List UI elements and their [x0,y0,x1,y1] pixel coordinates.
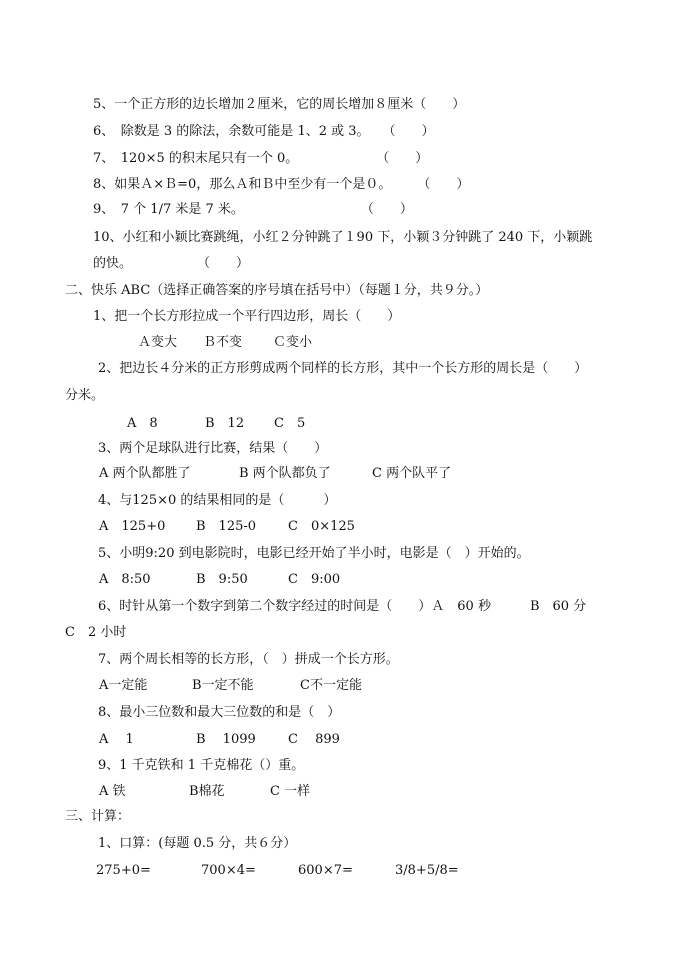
choice-q5: 5、小明9:20 到电影院时，电影已经开始了半小时，电影是（ ）开始的。 [98,546,530,561]
option-c: Ｃ变小 [273,335,313,350]
option-b: B 12 [205,416,245,431]
choice-q2-line2: 分米。 [65,388,105,403]
judge-item-8: 8、如果Ａ×Ｂ=0，那么Ａ和Ｂ中至少有一个是０。 （ ） [93,177,470,192]
option-c: C 0×125 [288,519,355,534]
option-b: B 125-0 [196,519,257,534]
option-b: B 9:50 [196,572,248,587]
judge-item-7: 7、 120×5 的积末尾只有一个 0。 （ ） [93,151,429,166]
option-a: Ａ变大 [138,335,178,350]
option-b: B一定不能 [192,678,254,693]
judge-item-10-line2: 的快。 （ ） [93,256,250,271]
choice-q9: 9、1 千克铁和 1 千克棉花（）重。 [98,758,305,773]
calc-item: 600×7= [298,863,353,878]
option-a: A 两个队都胜了 [99,466,191,481]
option-a: A 8 [127,416,158,431]
choice-q1: 1、把一个长方形拉成一个平行四边形，周长（ ） [93,309,401,324]
choice-q4: 4、与125×0 的结果相同的是（ ） [98,493,337,508]
judge-item-5: 5、一个正方形的边长增加２厘米，它的周长增加８厘米（ ） [93,97,466,112]
option-c: C 899 [288,732,340,747]
judge-item-9: 9、 7 个 1/7 米是 7 米。 （ ） [93,202,413,217]
section-3-heading: 三、计算： [65,809,131,824]
choice-q2-line1: 2、把边长４分米的正方形剪成两个同样的长方形，其中一个长方形的周长是（ ） [98,361,588,376]
option-a: A一定能 [99,678,148,693]
choice-q7: 7、两个周长相等的长方形，（ ）拼成一个长方形。 [98,652,399,667]
calc-item: 700×4= [201,863,256,878]
choice-q6-line1: 6、时针从第一个数字到第二个数字经过的时间是（ ）Ａ 60 秒 B 60 分 [98,599,587,614]
option-b: B棉花 [189,784,225,799]
calc-item: 275+0= [96,863,151,878]
choice-q3: 3、两个足球队进行比赛，结果（ ） [98,441,328,456]
option-c: C 两个队平了 [372,466,452,481]
option-c: C不一定能 [300,678,362,693]
option-a: A 125+0 [99,519,166,534]
option-c: C 一样 [270,784,311,799]
calc-q1: 1、口算：(每题 0.5 分，共６分） [98,836,297,851]
option-a: A 铁 [99,784,126,799]
option-b: B 1099 [196,732,256,747]
option-a: A 8:50 [99,572,151,587]
option-b: B 两个队都负了 [239,466,331,481]
choice-q8: 8、最小三位数和最大三位数的和是（ ） [98,705,341,720]
option-b: Ｂ不变 [203,335,243,350]
judge-item-6: 6、 除数是 3 的除法，余数可能是 1、2 或 3。 （ ） [93,124,435,139]
choice-q6-line2: C 2 小时 [65,625,127,640]
option-c: C 5 [274,416,306,431]
option-a: A 1 [99,732,134,747]
option-c: C 9:00 [288,572,341,587]
calc-item: 3/8+5/8= [395,863,459,878]
judge-item-10-line1: 10、小红和小颖比赛跳绳，小红２分钟跳了１90 下，小颖３分钟跳了 240 下，小颖跳 [93,230,593,245]
section-2-heading: 二、快乐 ABC（选择正确答案的序号填在括号中）（每题１分，共９分。） [65,283,489,298]
